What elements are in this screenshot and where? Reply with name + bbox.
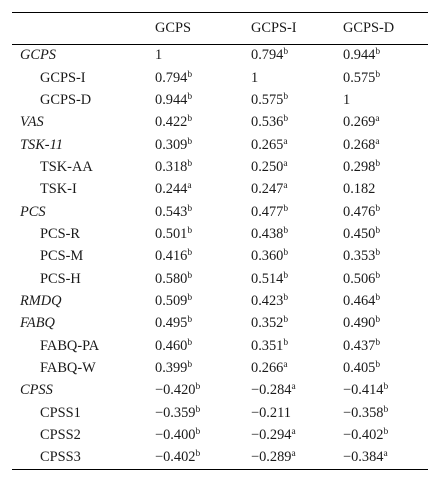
correlation-value: 0.575 xyxy=(343,69,376,86)
value-cell xyxy=(341,89,428,111)
significance-marker: b xyxy=(283,292,289,303)
correlation-value: 0.182 xyxy=(343,181,376,198)
significance-marker: b xyxy=(187,136,193,147)
value-cell xyxy=(153,67,249,89)
correlation-value: 0.580 xyxy=(155,270,188,287)
value-cell xyxy=(249,223,341,245)
row-label: PCS-H xyxy=(40,270,81,287)
value-cell xyxy=(249,424,341,446)
value-cell xyxy=(249,179,341,201)
row-label: PCS-M xyxy=(40,248,84,265)
correlation-value: −0.211 xyxy=(251,404,291,421)
value-cell xyxy=(153,290,249,312)
significance-marker: a xyxy=(375,136,380,147)
correlation-value: 0.318 xyxy=(155,158,188,175)
correlation-value: 0.464 xyxy=(343,292,376,309)
table-row xyxy=(12,424,428,446)
value-cell xyxy=(249,335,341,357)
correlation-value: 0.244 xyxy=(155,181,188,198)
correlation-value: 0.944 xyxy=(155,91,188,108)
significance-marker: b xyxy=(187,114,193,125)
value-cell xyxy=(153,380,249,402)
significance-marker: a xyxy=(383,449,388,460)
correlation-value: 0.506 xyxy=(343,270,376,287)
significance-marker: b xyxy=(375,225,381,236)
correlation-value: 0.501 xyxy=(155,225,188,242)
significance-marker: b xyxy=(283,315,289,326)
significance-marker: b xyxy=(283,270,289,281)
significance-marker: a xyxy=(283,359,288,370)
value-cell xyxy=(341,268,428,290)
value-cell xyxy=(153,112,249,134)
row-label: FABQ-PA xyxy=(40,337,100,354)
correlation-table-container xyxy=(12,12,428,470)
correlation-value: 0.416 xyxy=(155,248,188,265)
correlation-value: −0.420 xyxy=(155,382,196,399)
value-cell xyxy=(249,134,341,156)
significance-marker: b xyxy=(283,225,289,236)
correlation-value: −0.289 xyxy=(251,449,292,466)
correlation-value: 0.422 xyxy=(155,114,188,131)
significance-marker: b xyxy=(375,69,381,80)
value-cell xyxy=(341,246,428,268)
correlation-value: 0.794 xyxy=(155,69,188,86)
correlation-value: 0.495 xyxy=(155,315,188,332)
table-body xyxy=(12,45,428,470)
value-cell xyxy=(341,447,428,469)
significance-marker: b xyxy=(375,248,381,259)
row-label: CPSS2 xyxy=(40,427,81,444)
table-header xyxy=(12,13,428,45)
value-cell xyxy=(249,380,341,402)
significance-marker: a xyxy=(283,136,288,147)
significance-marker: b xyxy=(187,337,193,348)
significance-marker: b xyxy=(195,427,201,438)
row-label: FABQ xyxy=(20,315,55,332)
correlation-value: 0.477 xyxy=(251,203,284,220)
correlation-value: 0.944 xyxy=(343,47,376,64)
correlation-value: 1 xyxy=(155,47,163,64)
correlation-value: 0.309 xyxy=(155,136,188,153)
significance-marker: a xyxy=(291,382,296,393)
value-cell xyxy=(249,201,341,223)
header-cell-gcps-i: GCPS-I xyxy=(249,13,341,45)
row-label: GCPS xyxy=(20,47,56,64)
value-cell xyxy=(153,45,249,67)
significance-marker: b xyxy=(195,382,201,393)
value-cell xyxy=(153,89,249,111)
value-cell xyxy=(249,45,341,67)
value-cell xyxy=(341,402,428,424)
value-cell xyxy=(153,134,249,156)
correlation-value: −0.414 xyxy=(343,382,384,399)
correlation-value: −0.384 xyxy=(343,449,384,466)
significance-marker: b xyxy=(375,270,381,281)
correlation-value: 0.450 xyxy=(343,225,376,242)
significance-marker: a xyxy=(283,181,288,192)
significance-marker: a xyxy=(375,114,380,125)
significance-marker: b xyxy=(375,315,381,326)
value-cell xyxy=(153,268,249,290)
row-label: RMDQ xyxy=(20,292,62,309)
correlation-value: −0.402 xyxy=(155,449,196,466)
row-label: TSK-11 xyxy=(20,136,63,153)
row-label: CPSS xyxy=(20,382,53,399)
table-row xyxy=(12,156,428,178)
value-cell xyxy=(341,290,428,312)
correlation-value: −0.402 xyxy=(343,427,384,444)
value-cell xyxy=(153,179,249,201)
significance-marker: b xyxy=(375,203,381,214)
significance-marker: b xyxy=(283,203,289,214)
significance-marker: b xyxy=(283,337,289,348)
value-cell xyxy=(341,335,428,357)
correlation-value: 0.399 xyxy=(155,359,188,376)
table-row xyxy=(12,134,428,156)
row-label: TSK-I xyxy=(40,181,77,198)
significance-marker: a xyxy=(187,181,192,192)
correlation-value: 0.247 xyxy=(251,181,284,198)
value-cell xyxy=(249,246,341,268)
table-row xyxy=(12,67,428,89)
correlation-value: 0.360 xyxy=(251,248,284,265)
significance-marker: b xyxy=(187,158,193,169)
row-label: PCS xyxy=(20,203,46,220)
value-cell xyxy=(341,380,428,402)
value-cell xyxy=(341,357,428,379)
correlation-value: 0.514 xyxy=(251,270,284,287)
significance-marker: b xyxy=(187,315,193,326)
value-cell xyxy=(341,134,428,156)
row-label: FABQ-W xyxy=(40,359,96,376)
significance-marker: b xyxy=(187,91,193,102)
correlation-value: −0.284 xyxy=(251,382,292,399)
significance-marker: b xyxy=(195,449,201,460)
table-row xyxy=(12,89,428,111)
correlation-value: 0.266 xyxy=(251,359,284,376)
correlation-value: 0.509 xyxy=(155,292,188,309)
correlation-value: 0.423 xyxy=(251,292,284,309)
significance-marker: b xyxy=(383,404,389,415)
correlation-value: 1 xyxy=(251,69,259,86)
significance-marker: b xyxy=(283,114,289,125)
significance-marker: a xyxy=(291,427,296,438)
value-cell xyxy=(153,335,249,357)
correlation-value: 0.536 xyxy=(251,114,284,131)
value-cell xyxy=(249,313,341,335)
value-cell xyxy=(249,357,341,379)
significance-marker: b xyxy=(375,158,381,169)
correlation-table xyxy=(12,12,428,470)
value-cell xyxy=(153,402,249,424)
significance-marker: b xyxy=(187,248,193,259)
table-row xyxy=(12,380,428,402)
value-cell xyxy=(153,246,249,268)
significance-marker: b xyxy=(375,47,381,58)
row-label: PCS-R xyxy=(40,225,80,242)
table-row xyxy=(12,313,428,335)
correlation-value: −0.358 xyxy=(343,404,384,421)
table-row xyxy=(12,201,428,223)
value-cell xyxy=(341,156,428,178)
significance-marker: b xyxy=(283,91,289,102)
correlation-value: 0.575 xyxy=(251,91,284,108)
value-cell xyxy=(341,179,428,201)
significance-marker: b xyxy=(375,359,381,370)
significance-marker: b xyxy=(187,270,193,281)
correlation-value: 0.438 xyxy=(251,225,284,242)
correlation-value: 0.351 xyxy=(251,337,284,354)
row-label: GCPS-I xyxy=(40,69,86,86)
row-label: CPSS3 xyxy=(12,447,153,469)
value-cell xyxy=(249,67,341,89)
table-row xyxy=(12,223,428,245)
header-cell-empty xyxy=(12,13,153,45)
table-row xyxy=(12,268,428,290)
value-cell xyxy=(153,357,249,379)
value-cell xyxy=(249,447,341,469)
value-cell xyxy=(249,268,341,290)
table-row xyxy=(12,179,428,201)
correlation-value: −0.294 xyxy=(251,427,292,444)
row-label: TSK-AA xyxy=(40,158,93,175)
value-cell xyxy=(341,223,428,245)
table-row xyxy=(12,335,428,357)
table-row xyxy=(12,447,428,469)
value-cell xyxy=(153,447,249,469)
table-row xyxy=(12,246,428,268)
significance-marker: b xyxy=(283,47,289,58)
significance-marker: b xyxy=(187,69,193,80)
correlation-value: 0.250 xyxy=(251,158,284,175)
correlation-value: 0.405 xyxy=(343,359,376,376)
value-cell xyxy=(341,112,428,134)
header-row xyxy=(12,13,428,45)
value-cell xyxy=(341,313,428,335)
correlation-value: −0.359 xyxy=(155,404,196,421)
correlation-value: 0.437 xyxy=(343,337,376,354)
correlation-value: 0.265 xyxy=(251,136,284,153)
value-cell xyxy=(153,223,249,245)
correlation-value: 0.490 xyxy=(343,315,376,332)
value-cell xyxy=(249,290,341,312)
correlation-value: 0.352 xyxy=(251,315,284,332)
value-cell xyxy=(249,156,341,178)
correlation-value: 0.543 xyxy=(155,203,188,220)
significance-marker: b xyxy=(375,292,381,303)
significance-marker: b xyxy=(187,203,193,214)
table-row xyxy=(12,290,428,312)
row-label: VAS xyxy=(20,114,44,131)
table-row xyxy=(12,112,428,134)
correlation-value: 0.353 xyxy=(343,248,376,265)
correlation-value: 1 xyxy=(343,91,351,108)
value-cell xyxy=(249,402,341,424)
significance-marker: a xyxy=(283,158,288,169)
header-cell-gcps-d: GCPS-D xyxy=(341,13,428,45)
significance-marker: b xyxy=(195,404,201,415)
significance-marker: b xyxy=(283,248,289,259)
correlation-value: 0.476 xyxy=(343,203,376,220)
value-cell xyxy=(153,201,249,223)
value-cell xyxy=(249,112,341,134)
significance-marker: b xyxy=(375,337,381,348)
correlation-value: 0.268 xyxy=(343,136,376,153)
table-row xyxy=(12,357,428,379)
table-row xyxy=(12,402,428,424)
value-cell xyxy=(341,45,428,67)
value-cell xyxy=(341,201,428,223)
value-cell xyxy=(249,89,341,111)
value-cell xyxy=(341,424,428,446)
significance-marker: a xyxy=(291,449,296,460)
value-cell xyxy=(153,313,249,335)
significance-marker: b xyxy=(383,427,389,438)
value-cell xyxy=(153,156,249,178)
header-cell-gcps: GCPS xyxy=(153,13,249,45)
correlation-value: 0.269 xyxy=(343,114,376,131)
significance-marker: b xyxy=(187,292,193,303)
correlation-value: 0.794 xyxy=(251,47,284,64)
correlation-value: −0.400 xyxy=(155,427,196,444)
significance-marker: b xyxy=(187,359,193,370)
table-row xyxy=(12,45,428,67)
correlation-value: 0.298 xyxy=(343,158,376,175)
significance-marker: b xyxy=(383,382,389,393)
row-label: GCPS-D xyxy=(40,91,92,108)
row-label: CPSS1 xyxy=(40,404,81,421)
correlation-value: 0.460 xyxy=(155,337,188,354)
value-cell xyxy=(153,424,249,446)
significance-marker: b xyxy=(187,225,193,236)
value-cell xyxy=(341,67,428,89)
